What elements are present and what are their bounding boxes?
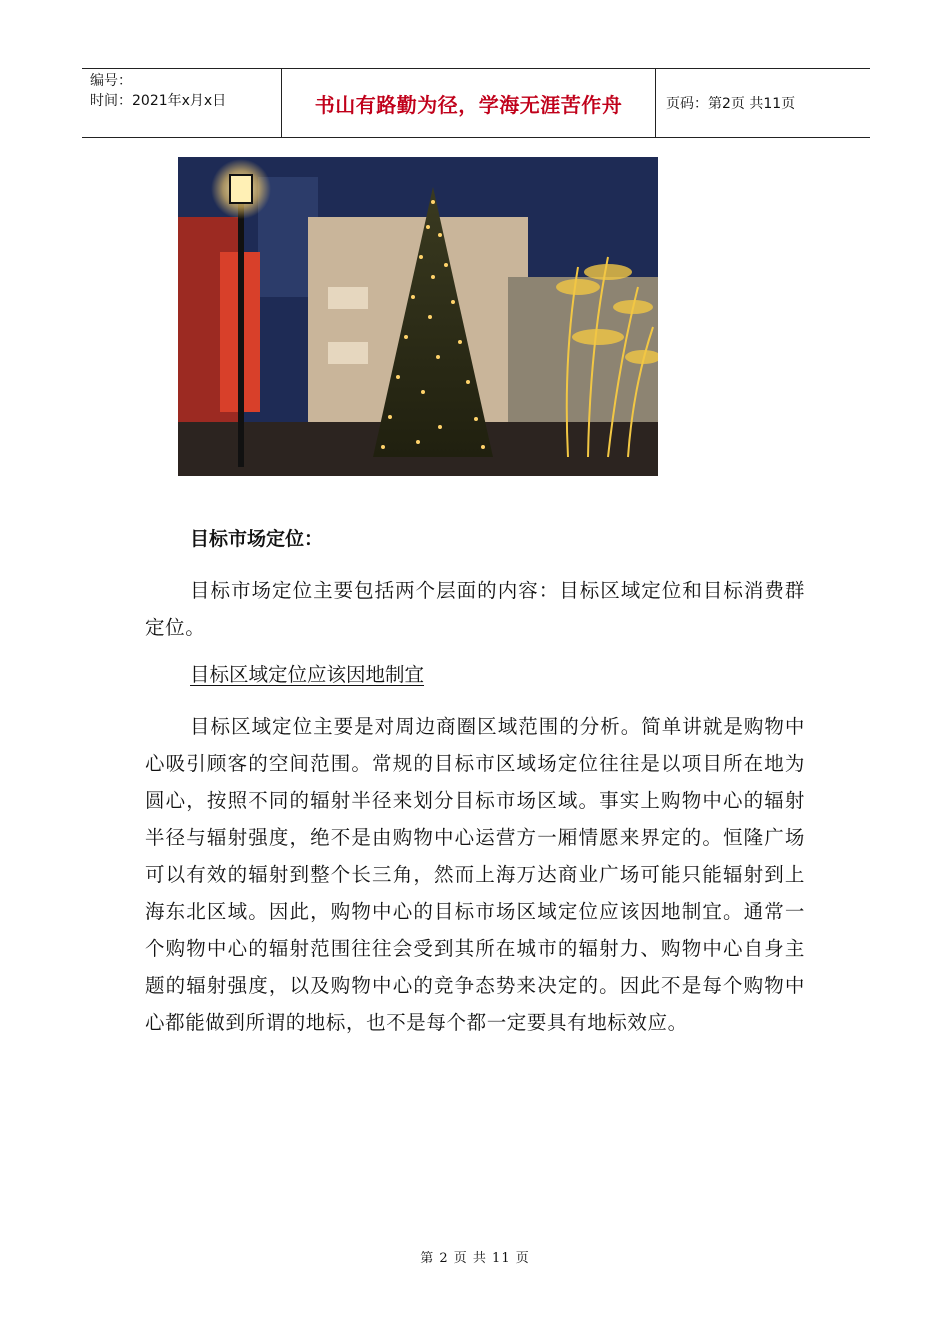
- page-footer: 第 2 页 共 11 页: [420, 1251, 530, 1266]
- paragraph-intro: 目标市场定位主要包括两个层面的内容：目标区域定位和目标消费群定位。: [145, 579, 805, 639]
- document-number-label: 编号：: [90, 73, 132, 89]
- lamp-post: [238, 197, 244, 467]
- document-time-label: 时间：2021年x月x日: [90, 93, 227, 109]
- street-lamp: [230, 175, 252, 203]
- header-motto: 书山有路勤为径，学海无涯苦作舟: [282, 69, 656, 137]
- section-heading: 目标市场定位：: [190, 528, 324, 550]
- sub-heading: 目标区域定位应该因地制宜: [190, 663, 425, 686]
- christmas-tree-photo: [178, 157, 658, 476]
- page-header: [82, 68, 870, 138]
- balcony-lower: [328, 342, 368, 364]
- balcony-upper: [328, 287, 368, 309]
- header-page-info: 页码：第2页 共11页: [666, 96, 796, 112]
- paragraph-body: 目标区域定位主要是对周边商圈区域范围的分析。简单讲就是购物中心吸引顾客的空间范围。常规的目标市区域场定位往往是以项目所在地为圆心，按照不同的辐射半径来划分目标市场区域。事实上购物中心的辐射半径与辐射强度，绝不是由购物中心运营方一厢情愿来界定的。恒隆广场可以有效的辐射到整个长三角，然而上海万达商业广场可能只能辐射到上海东北区域。因此，购物中心的目标市场区域定位应该因地制宜。通常一个购物中心的辐射范围往往会受到其所在城市的辐射力、购物中心自身主题的辐射强度，以及购物中心的竞争态势来决定的。因此不是每个购物中心都能做到所谓的地标，也不是每个都一定要具有地标效应。: [145, 715, 805, 1034]
- header-meta: [82, 69, 282, 137]
